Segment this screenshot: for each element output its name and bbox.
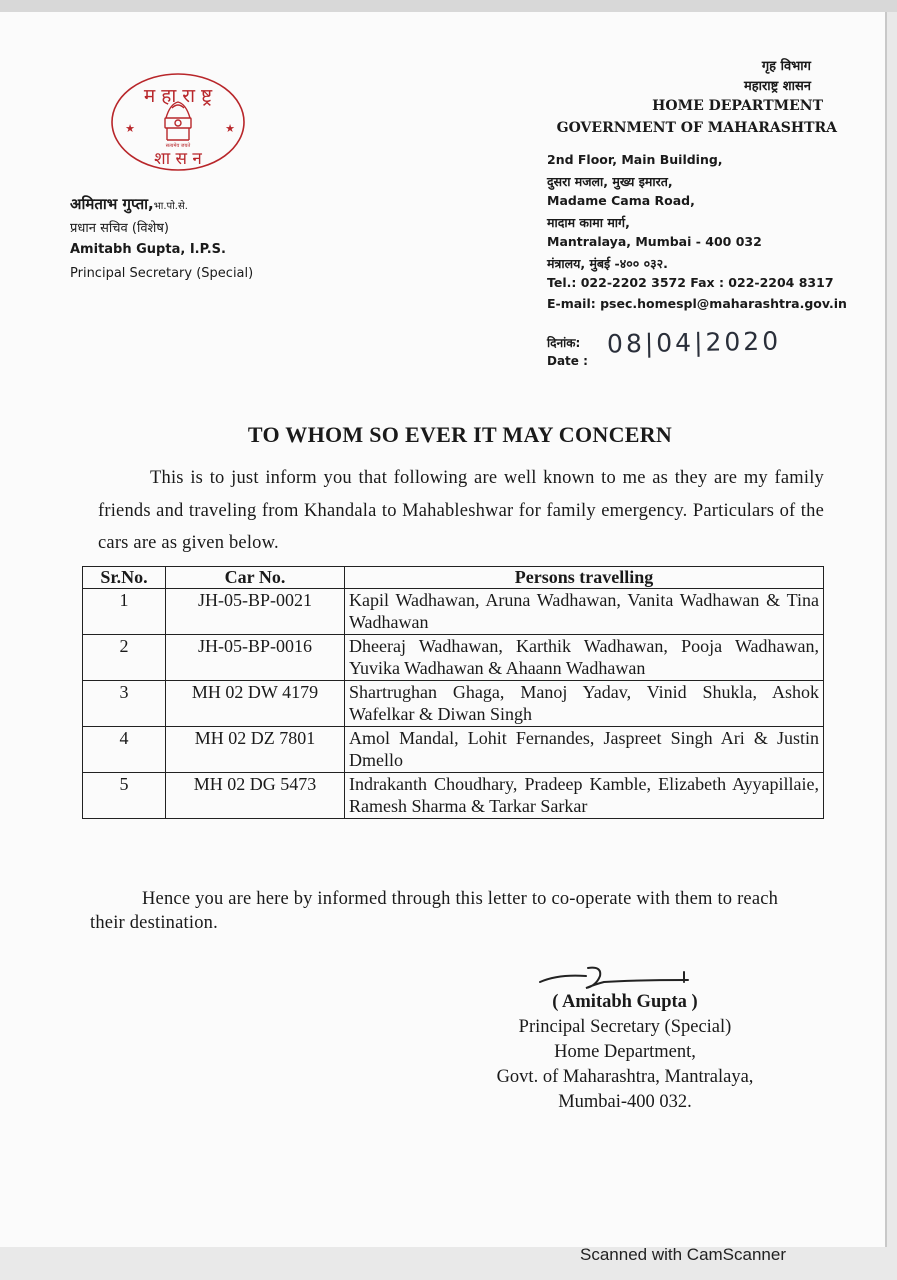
- letter-title: TO WHOM SO EVER IT MAY CONCERN: [247, 422, 673, 447]
- handwritten-signature-icon: [538, 962, 698, 994]
- address-line: मादाम कामा मार्ग,: [547, 214, 630, 230]
- contact-email: E-mail: psec.homespl@maharashtra.gov.in: [547, 295, 847, 311]
- sr-no-cell: 4: [83, 727, 166, 773]
- scan-top-edge: [0, 0, 897, 12]
- address-line: मंत्रालय, मुंबई -४०० ०३२.: [547, 255, 668, 271]
- table-header-row: [83, 567, 824, 589]
- sender-title-hindi: प्रधान सचिव (विशेष): [70, 221, 169, 236]
- signatory-designation: Principal Secretary (Special): [518, 1017, 732, 1037]
- signatory-city: Mumbai-400 032.: [558, 1092, 692, 1112]
- signatory-department: Home Department,: [554, 1042, 696, 1062]
- department-heading: [557, 56, 837, 142]
- persons-cell: Dheeraj Wadhawan, Karthik Wadhawan, Pooja Wadhawan, Yuvika Wadhawan & Ahaann Wadhawan: [345, 635, 824, 681]
- date-label-english: Date :: [547, 354, 588, 368]
- office-address: [547, 152, 847, 316]
- address-line: 2nd Floor, Main Building,: [547, 152, 723, 167]
- sr-no-cell: 2: [83, 635, 166, 681]
- address-line: दुसरा मजला, मुख्य इमारत,: [547, 173, 673, 189]
- column-header-persons: Persons travelling: [345, 567, 824, 589]
- signatory-name: ( Amitabh Gupta ): [552, 992, 698, 1012]
- contact-phone-fax: Tel.: 022-2202 3572 Fax : 022-2204 8317: [547, 275, 834, 290]
- sender-name: Amitabh Gupta, I.P.S.: [70, 242, 226, 257]
- department-marathi: गृह विभाग: [761, 59, 811, 74]
- car-no-cell: JH-05-BP-0016: [166, 635, 345, 681]
- scanner-watermark: Scanned with CamScanner: [580, 1245, 787, 1264]
- sr-no-cell: 1: [83, 589, 166, 635]
- signatory-government: Govt. of Maharashtra, Mantralaya,: [496, 1067, 754, 1087]
- column-header-car-no: Car No.: [166, 567, 345, 589]
- table-row: [83, 635, 824, 681]
- sender-name-hindi: अमिताभ गुप्ता,भा.पो.से.: [70, 195, 188, 213]
- table-row: [83, 681, 824, 727]
- letter-intro: This is to just inform you that following are well known to me as they are my family friends and traveling from Khandala to Mahableshwar for family emergency. Particulars of the cars are as given below.: [98, 468, 824, 553]
- persons-cell: Indrakanth Choudhary, Pradeep Kamble, Elizabeth Ayyapillaie, Ramesh Sharma & Tarkar Sarkar: [345, 773, 824, 819]
- svg-text:शा स न: शा स न: [154, 149, 202, 169]
- persons-cell: Kapil Wadhawan, Aruna Wadhawan, Vanita Wadhawan & Tina Wadhawan: [345, 589, 824, 635]
- persons-cell: Amol Mandal, Lohit Fernandes, Jaspreet Singh Ari & Justin Dmello: [345, 727, 824, 773]
- table-row: [83, 589, 824, 635]
- government-marathi: महाराष्ट्र शासन: [743, 79, 811, 94]
- date-label: [547, 334, 588, 374]
- sr-no-cell: 3: [83, 681, 166, 727]
- persons-cell: Shartrughan Ghaga, Manoj Yadav, Vinid Shukla, Ashok Wafelkar & Diwan Singh: [345, 681, 824, 727]
- date-label-marathi: दिनांक:: [547, 336, 581, 350]
- sender-title: Principal Secretary (Special): [70, 266, 254, 281]
- svg-text:म हा रा ष्ट्र: म हा रा ष्ट्र: [143, 85, 213, 107]
- table-row: [83, 773, 824, 819]
- handwritten-date: 08|04|2020: [606, 326, 782, 359]
- maharashtra-government-seal-icon: [110, 72, 246, 172]
- address-line: Mantralaya, Mumbai - 400 032: [547, 234, 762, 249]
- government-name: GOVERNMENT OF MAHARASHTRA: [556, 120, 837, 136]
- cars-table: [82, 566, 824, 819]
- svg-text:★: ★: [225, 122, 235, 135]
- sender-qualification-hindi: भा.पो.से.: [153, 201, 188, 212]
- sender-block: [70, 194, 253, 288]
- svg-text:★: ★: [125, 122, 135, 135]
- car-no-cell: JH-05-BP-0021: [166, 589, 345, 635]
- letter-closing: Hence you are here by informed through this letter to co-operate with them to reach their destination.: [90, 889, 779, 933]
- car-no-cell: MH 02 DZ 7801: [166, 727, 345, 773]
- sr-no-cell: 5: [83, 773, 166, 819]
- car-no-cell: MH 02 DW 4179: [166, 681, 345, 727]
- svg-text:सत्यमेव जयते: सत्यमेव जयते: [165, 143, 191, 149]
- signatory-block: [440, 992, 810, 1117]
- address-line: Madame Cama Road,: [547, 193, 695, 208]
- column-header-sr-no: Sr.No.: [83, 567, 166, 589]
- table-row: [83, 727, 824, 773]
- department-name: HOME DEPARTMENT: [652, 98, 823, 114]
- car-no-cell: MH 02 DG 5473: [166, 773, 345, 819]
